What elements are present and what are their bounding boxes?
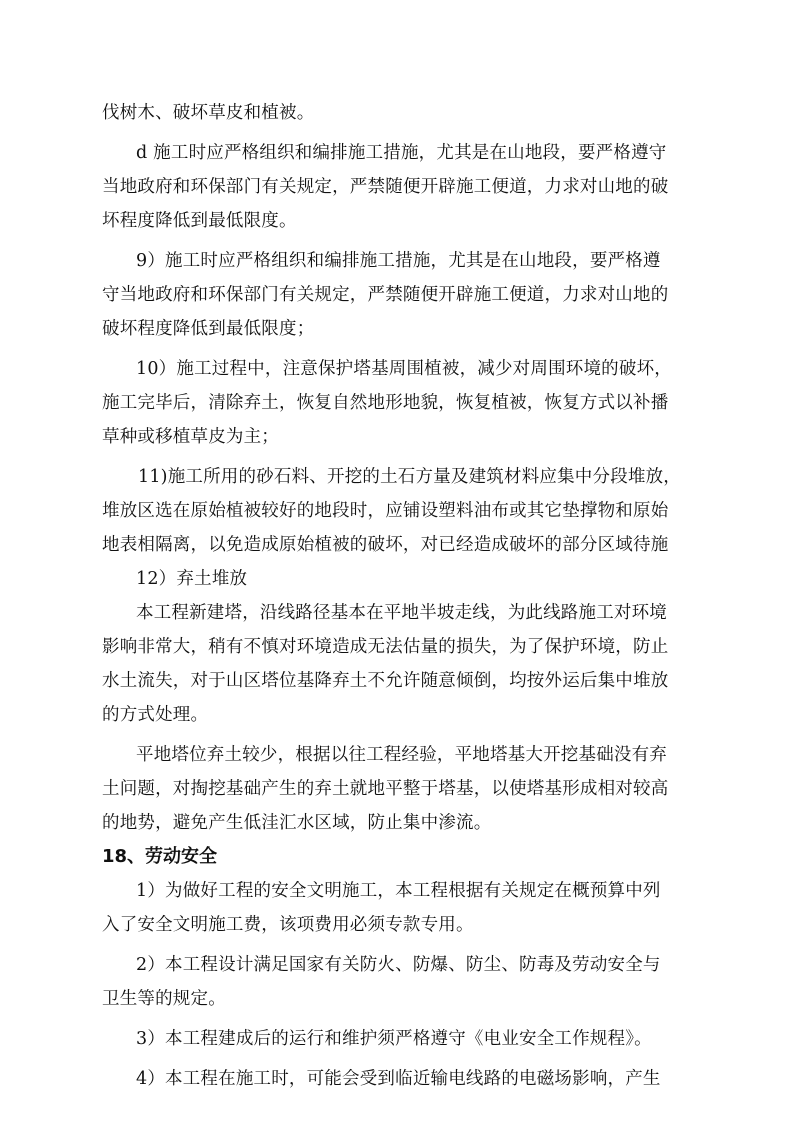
text-line: 伐树木、破坏草皮和植被。 bbox=[102, 103, 315, 123]
document-body bbox=[102, 96, 714, 1096]
text-line: 守当地政府和环保部门有关规定，严禁随便开辟施工便道，力求对山地的 bbox=[102, 285, 669, 305]
text-line: 草种或移植草皮为主； bbox=[102, 427, 279, 447]
text-line: 地表相隔离，以免造成原始植被的破坏，对已经造成破坏的部分区域待施 bbox=[102, 535, 669, 555]
text-line: 土问题，对掏挖基础产生的弃土就地平整于塔基，以使塔基形成相对较高 bbox=[102, 779, 669, 799]
text-line: 1）为做好工程的安全文明施工，本工程根据有关规定在概预算中列 bbox=[136, 881, 661, 901]
text-line: 12）弃土堆放 bbox=[136, 569, 248, 589]
text-line: d 施工时应严格组织和编排施工措施，尤其是在山地段，要严格遵守 bbox=[136, 143, 667, 163]
text-line: 4）本工程在施工时，可能会受到临近输电线路的电磁场影响，产生 bbox=[136, 1069, 661, 1089]
text-line: 卫生等的规定。 bbox=[102, 989, 226, 1009]
text-line: 破坏程度降低到最低限度； bbox=[102, 319, 315, 339]
text-line: 10）施工过程中，注意保护塔基周围植被，减少对周围环境的破坏， bbox=[136, 359, 672, 379]
text-line: 本工程新建塔，沿线路径基本在平地半坡走线，为此线路施工对环境 bbox=[136, 603, 667, 623]
text-line: 11)施工所用的砂石料、开挖的土石方量及建筑材料应集中分段堆放， bbox=[138, 467, 681, 487]
text-line: 3）本工程建成后的运行和维护须严格遵守《电业安全工作规程》。 bbox=[136, 1029, 652, 1049]
text-line: 堆放区选在原始植被较好的地段时，应铺设塑料油布或其它垫撑物和原始 bbox=[102, 501, 669, 521]
text-line: 水土流失，对于山区塔位基降弃土不允许随意倾倒，均按外运后集中堆放 bbox=[102, 671, 669, 691]
text-line: 9）施工时应严格组织和编排施工措施，尤其是在山地段，要严格遵 bbox=[136, 251, 661, 271]
text-line: 2）本工程设计满足国家有关防火、防爆、防尘、防毒及劳动安全与 bbox=[136, 955, 661, 975]
section-heading: 18、劳动安全 bbox=[102, 846, 218, 867]
text-line: 当地政府和环保部门有关规定，严禁随便开辟施工便道，力求对山地的破 bbox=[102, 177, 669, 197]
text-line: 入了安全文明施工费，该项费用必须专款专用。 bbox=[102, 915, 474, 935]
text-line: 平地塔位弃土较少，根据以往工程经验，平地塔基大开挖基础没有弃 bbox=[136, 745, 667, 765]
text-line: 的地势，避免产生低洼汇水区域，防止集中渗流。 bbox=[102, 813, 492, 833]
text-line: 坏程度降低到最低限度。 bbox=[102, 211, 297, 231]
text-line: 施工完毕后，清除弃土，恢复自然地形地貌，恢复植被，恢复方式以补播 bbox=[102, 393, 669, 413]
text-line: 影响非常大，稍有不慎对环境造成无法估量的损失，为了保护环境，防止 bbox=[102, 637, 669, 657]
text-line: 的方式处理。 bbox=[102, 705, 209, 725]
